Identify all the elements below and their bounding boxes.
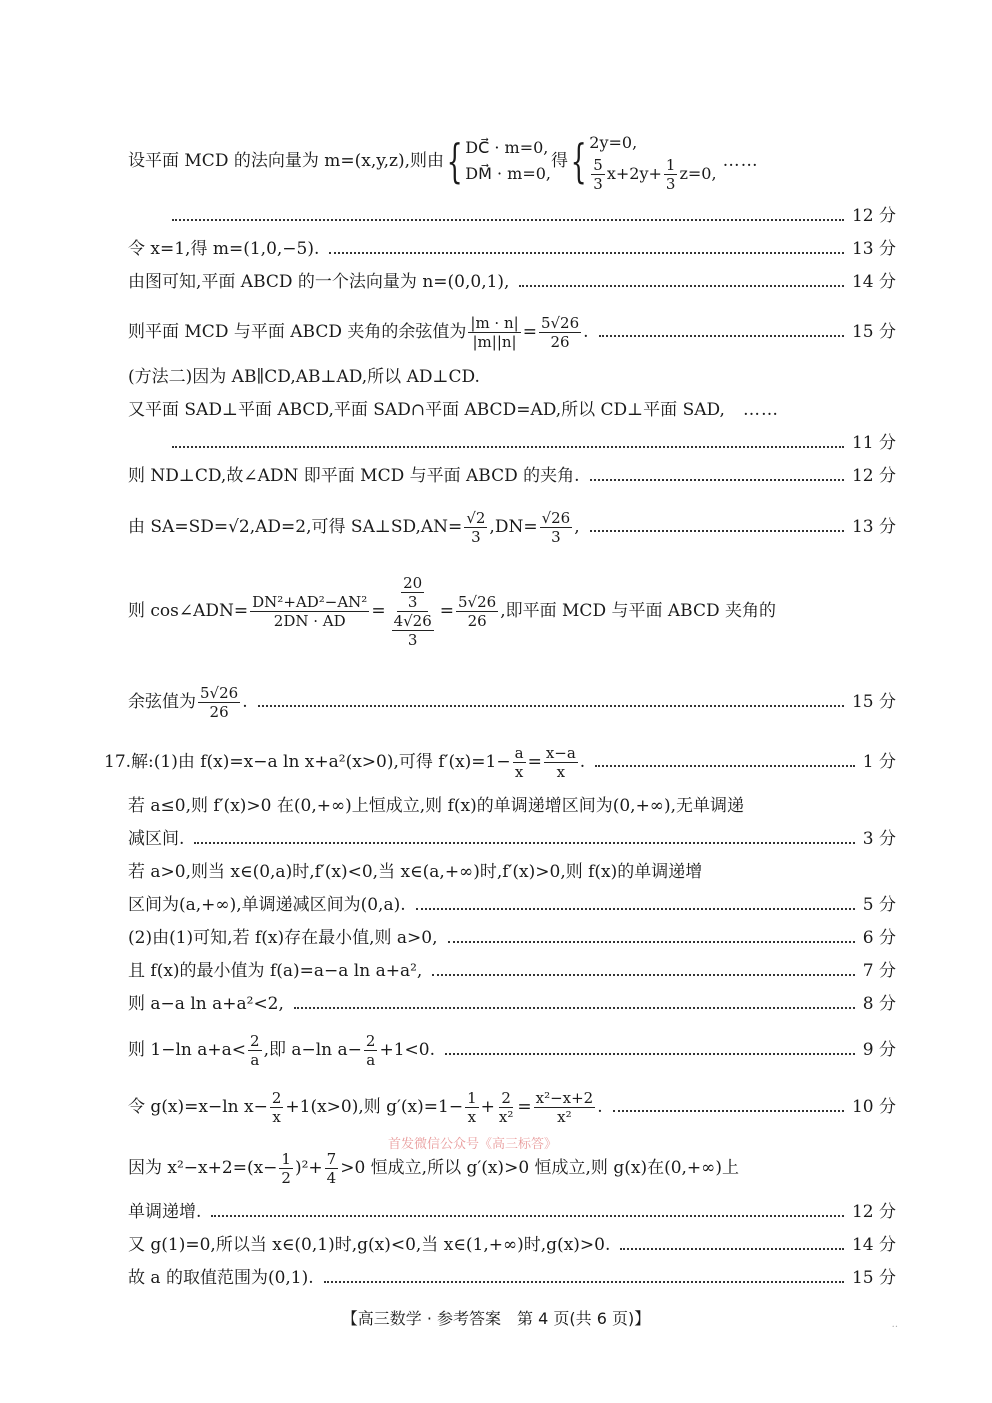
score-line: 令 x=1,得 m=(1,0,−5). 13 分 (128, 239, 896, 259)
score: 12 分 (851, 466, 896, 486)
score-line: 令 g(x)=x−ln x− $\frac{2}{x}$ +1(x>0),则 g′(x)=1− $\frac{1}{x}$ + $\frac{2}{\text{x²}}$ = $\frac{\text{x²−x+2}}{\text{x²}}$ . 10 分 (128, 1088, 896, 1126)
method-two-heading: (方法二)因为 AB∥CD,AB⊥AD,所以 AD⊥CD. (128, 367, 480, 387)
eq-dc: DC⃗ · m=0, (465, 138, 549, 157)
watermark: 首发微信公众号《高三标答》 (388, 1137, 558, 1152)
score: 15 分 (851, 322, 896, 342)
page-footer: 【高三数学 · 参考答案 第 4 页(共 6 页)】 (341, 1309, 651, 1328)
score: 1 分 (862, 752, 896, 772)
score: 15 分 (851, 692, 896, 712)
score: 10 分 (851, 1097, 896, 1117)
score: 8 分 (862, 994, 896, 1014)
score-line: 又 g(1)=0,所以当 x∈(0,1)时,g(x)<0,当 x∈(1,+∞)时,g(x)>0. 14 分 (128, 1235, 896, 1255)
score: 7 分 (862, 961, 896, 981)
score-line: 则 ND⊥CD,故∠ADN 即平面 MCD 与平面 ABCD 的夹角. 12 分 (128, 466, 896, 486)
score: 11 分 (851, 433, 896, 453)
problem-17-line: 17.解:(1)由 f(x)=x−a ln x+a²(x>0),可得 f′(x)=1− $\frac{a}{x}$ = $\frac{x-a}{x}$ . 1 分 (104, 743, 896, 781)
equation-system-2: { 2y=0, $\frac{5}{3}$ x+2y+ $\frac{1}{3}$ z=0, (568, 130, 717, 193)
score: 9 分 (862, 1040, 896, 1060)
score-line: 故 a 的取值范围为(0,1). 15 分 (128, 1268, 896, 1288)
cosine-formula-line: 则 cos∠ADN= $\frac{\text{DN²+AD²−AN²}}{2DN \cdot AD}$ = $\frac{\frac{20}{3}}{\frac{4√26}{3}}$ = $\frac{5√26}{26}$ ,即平面 MCD 与平面 ABCD 夹角的 (128, 573, 777, 649)
continuation-dots: …… (722, 151, 759, 171)
eq-2y: 2y=0, (589, 132, 638, 152)
line-normal-vector-setup (128, 132, 896, 193)
score-line: 区间为(a,+∞),单调递减区间为(0,a). 5 分 (128, 895, 896, 915)
score-line: 由图可知,平面 ABCD 的一个法向量为 n=(0,0,1), 14 分 (128, 272, 896, 292)
text: 设平面 MCD 的法向量为 m=(x,y,z),则由 (128, 151, 444, 171)
text: 得 (551, 151, 569, 171)
score: 14 分 (851, 272, 896, 292)
score: 14 分 (851, 1235, 896, 1255)
score-line: 且 f(x)的最小值为 f(a)=a−a ln a+a², 7 分 (128, 961, 896, 981)
score-line: 则平面 MCD 与平面 ABCD 夹角的余弦值为 $\frac{|m \cdot n|}{|m||n|}$ = $\frac{5√26}{26}$ . 15 分 (128, 313, 896, 351)
corner-mark: ·· (891, 1322, 898, 1333)
score-line: (2)由(1)可知,若 f(x)存在最小值,则 a>0, 6 分 (128, 928, 896, 948)
score-line: 则 1−ln a+a< $\frac{2}{a}$ ,即 a−ln a− $\frac{2}{a}$ +1<0. 9 分 (128, 1031, 896, 1069)
text-line: 若 a>0,则当 x∈(0,a)时,f′(x)<0,当 x∈(a,+∞)时,f′(x)>0,则 f(x)的单调递增 (128, 862, 703, 882)
score: 13 分 (851, 517, 896, 537)
score: 15 分 (851, 1268, 896, 1288)
text-line: 又平面 SAD⊥平面 ABCD,平面 SAD∩平面 ABCD=AD,所以 CD⊥平面 SAD, …… (128, 400, 779, 420)
score-line (128, 205, 896, 227)
score: 6 分 (862, 928, 896, 948)
score: 5 分 (862, 895, 896, 915)
score: 12 分 (851, 1202, 896, 1222)
score-line: 则 a−a ln a+a²<2, 8 分 (128, 994, 896, 1014)
text-line: 若 a≤0,则 f′(x)>0 在(0,+∞)上恒成立,则 f(x)的单调递增区间为(0,+∞),无单调递 (128, 796, 745, 816)
score-line: 单调递增. 12 分 (128, 1202, 896, 1222)
text-line: 因为 x²−x+2=(x− $\frac{1}{2}$ )²+ $\frac{7}{4}$ >0 恒成立,所以 g′(x)>0 恒成立,则 g(x)在(0,+∞)上 (128, 1149, 739, 1187)
score-line: 由 SA=SD=√2,AD=2,可得 SA⊥SD,AN= $\frac{√2}{3}$ ,DN= $\frac{√26}{3}$ , 13 分 (128, 508, 896, 546)
eq-dm: DM⃗ · m=0, (465, 164, 552, 183)
score: 13 分 (851, 239, 896, 259)
equation-system-1: { DC⃗ · m=0, DM⃗ · m=0, (446, 134, 552, 188)
score-line (128, 432, 896, 454)
score: 3 分 (862, 829, 896, 849)
score-line: 余弦值为 $\frac{5√26}{26}$ . 15 分 (128, 683, 896, 721)
score: 12 分 (851, 206, 896, 226)
score-line: 减区间. 3 分 (128, 829, 896, 849)
